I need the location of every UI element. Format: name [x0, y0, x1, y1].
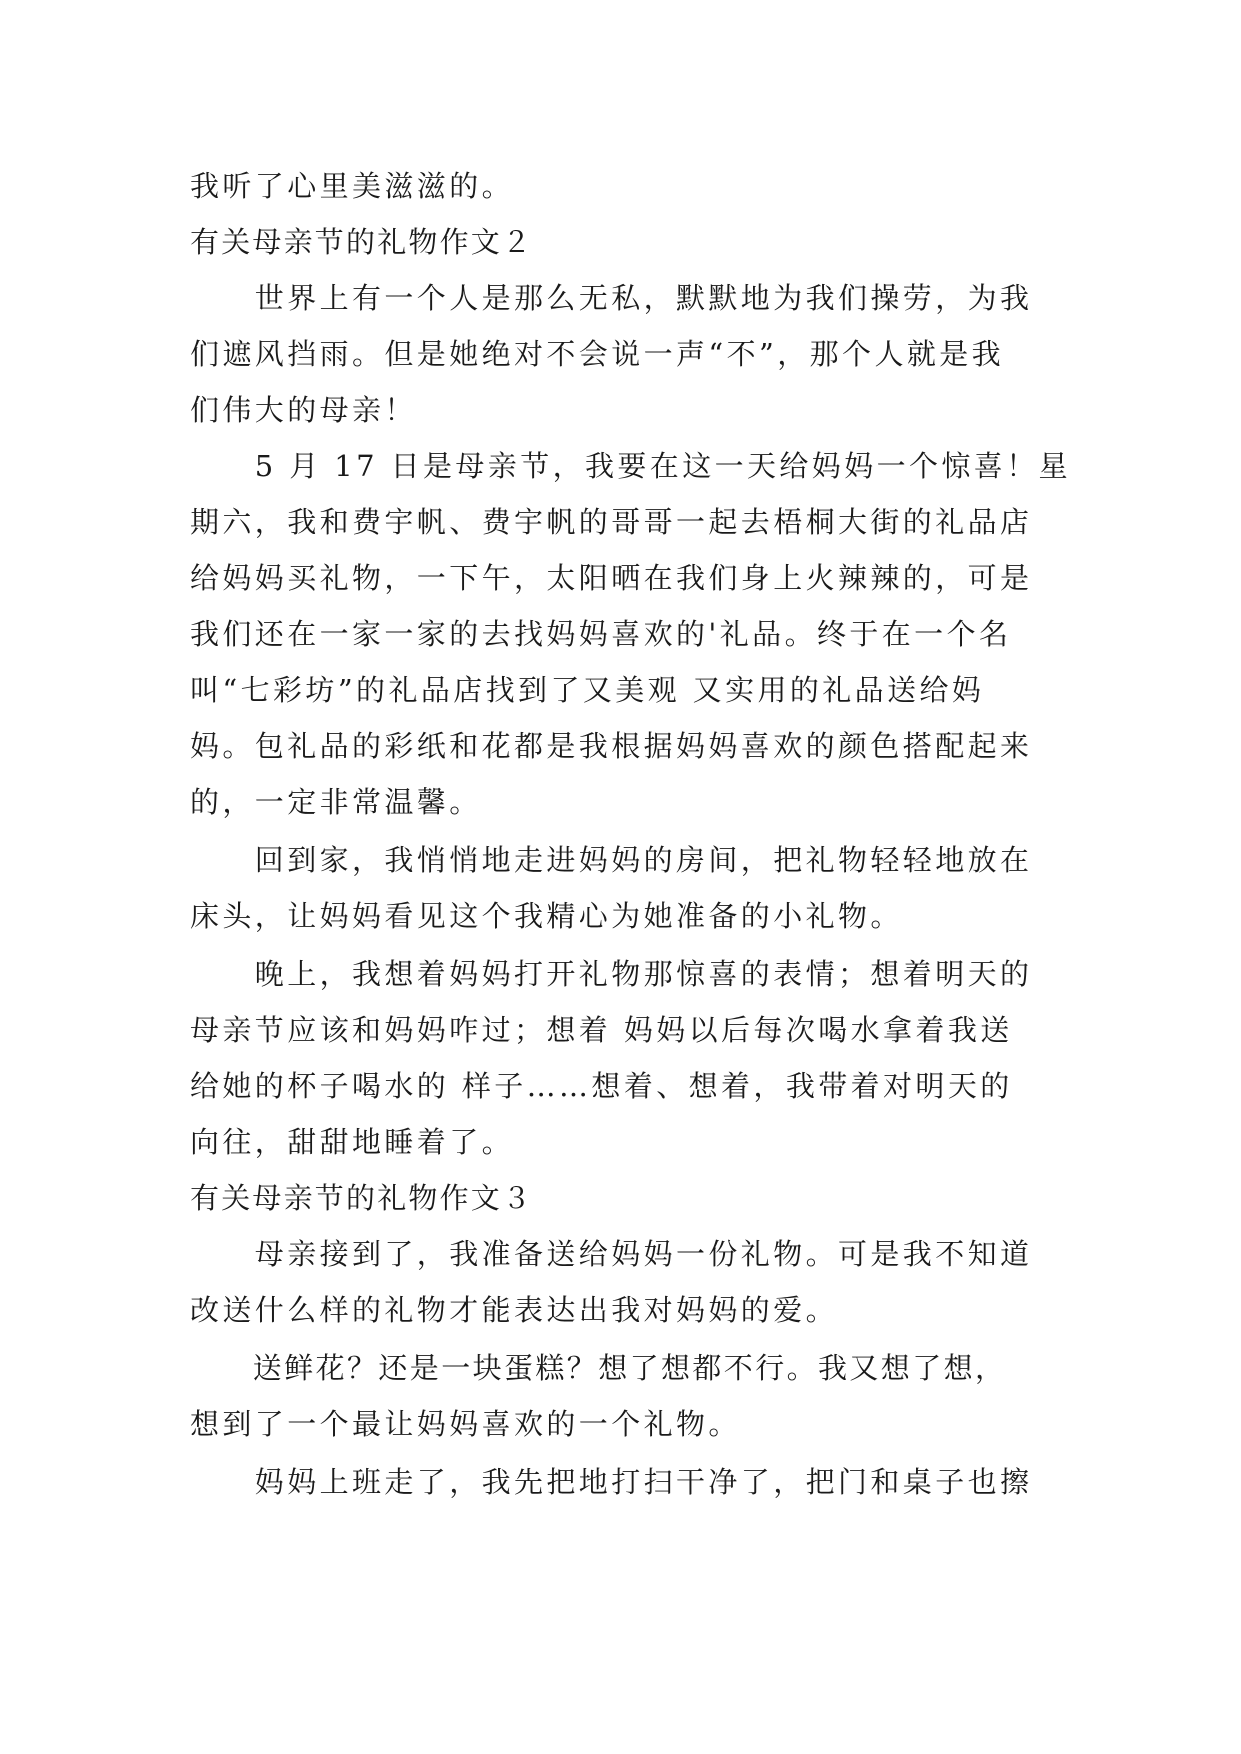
- body-text-line: 给她的杯子喝水的 样子……想着、想着，我带着对明天的: [190, 1069, 1013, 1103]
- body-text-line: 妈妈上班走了，我先把地打扫干净了，把门和桌子也擦: [190, 1465, 1033, 1499]
- body-text-line: 世界上有一个人是那么无私，默默地为我们操劳，为我: [190, 281, 1033, 315]
- body-text-line: 给妈妈买礼物，一下午，太阳晒在我们身上火辣辣的，可是: [190, 561, 1033, 595]
- body-text-line: 叫“七彩坊”的礼品店找到了又美观 又实用的礼品送给妈: [190, 673, 985, 707]
- body-text-line: 我听了心里美滋滋的。: [190, 169, 515, 203]
- body-text-line: 我们还在一家一家的去找妈妈喜欢的'礼品。终于在一个名: [190, 617, 1012, 651]
- body-text-line: 想到了一个最让妈妈喜欢的一个礼物。: [190, 1407, 741, 1441]
- body-text-line: 送鲜花？还是一块蛋糕？想了想都不行。我又想了想，: [190, 1351, 1007, 1385]
- body-text-line: 妈。包礼品的彩纸和花都是我根据妈妈喜欢的颜色搭配起来: [190, 729, 1033, 763]
- body-text-line: 期六，我和费宇帆、费宇帆的哥哥一起去梧桐大街的礼品店: [190, 505, 1033, 539]
- body-text-line: 母亲节应该和妈妈咋过；想着 妈妈以后每次喝水拿着我送: [190, 1013, 1013, 1047]
- section-heading: 有关母亲节的礼物作文２: [190, 225, 534, 259]
- body-text-line: 回到家，我悄悄地走进妈妈的房间，把礼物轻轻地放在: [190, 843, 1033, 877]
- body-text-line: 母亲接到了，我准备送给妈妈一份礼物。可是我不知道: [190, 1237, 1033, 1271]
- body-text-line: 向往，甜甜地睡着了。: [190, 1125, 515, 1159]
- body-text-line: 床头，让妈妈看见这个我精心为她准备的小礼物。: [190, 899, 903, 933]
- body-text-line: 们遮风挡雨。但是她绝对不会说一声“不”，那个人就是我: [190, 337, 1005, 371]
- body-text-line: 改送什么样的礼物才能表达出我对妈妈的爱。: [190, 1293, 839, 1327]
- body-text-line: 们伟大的母亲！: [190, 393, 417, 427]
- section-heading: 有关母亲节的礼物作文３: [190, 1181, 534, 1215]
- body-text-line: 晚上，我想着妈妈打开礼物那惊喜的表情；想着明天的: [190, 957, 1033, 991]
- body-text-line: 5 月 17 日是母亲节，我要在这一天给妈妈一个惊喜！星: [190, 449, 1072, 483]
- body-text-line: 的，一定非常温馨。: [190, 785, 482, 819]
